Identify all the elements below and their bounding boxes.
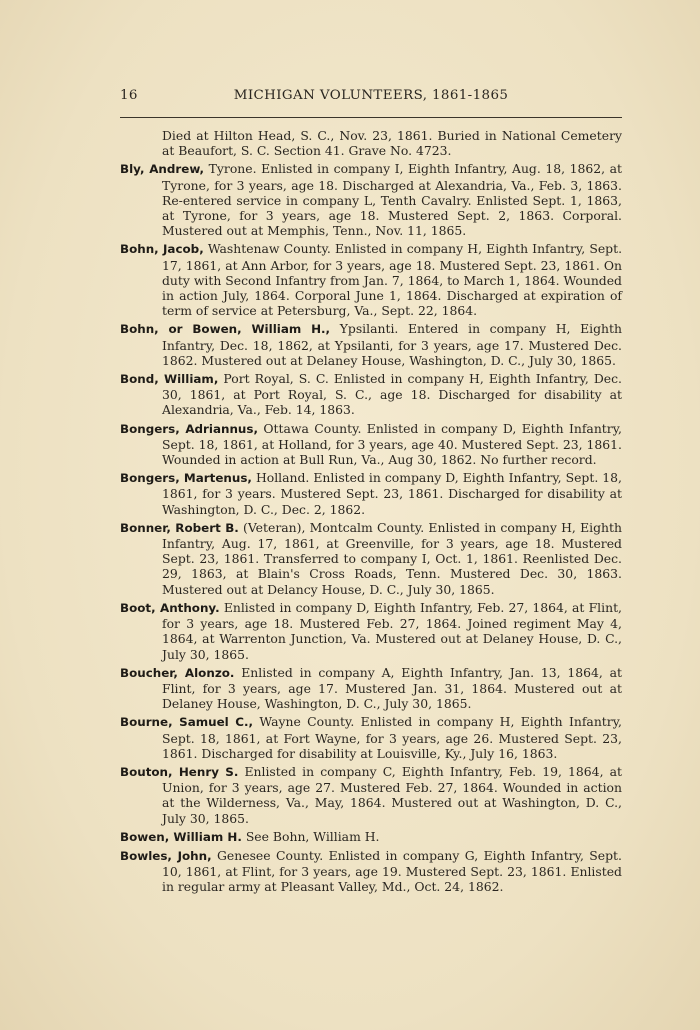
entry-text: Port Royal, S. C. Enlisted in company H, Eighth Infantry, Dec. 30, 1861, at Port Royal, S. C., age 18. Discharged for disability at Alexandria, Va., Feb. 14, 1863. — [162, 371, 622, 418]
entry-text: Washtenaw County. Enlisted in company H, Eighth Infantry, Sept. 17, 1861, at Ann Arbor, for 3 years, age 18. Mustered Sept. 23, 1861. On duty with Second Infantry from Jan. 7, 1864, to March 1, 1864. Wounded in action July, 1864. Corporal June 1, 1864. Discharged at expiration of term of service at Petersburg, Va., Sept. 22, 1864. — [162, 241, 623, 319]
roster-entry — [120, 829, 622, 845]
entry-name: Bowen, William H. — [120, 829, 242, 844]
entry-name: Bongers, Adriannus, — [120, 421, 258, 436]
page-number: 16 — [120, 88, 138, 103]
roster-entry — [120, 600, 622, 662]
entry-list — [120, 161, 622, 894]
entry-text: (Veteran), Montcalm County. Enlisted in company H, Eighth Infantry, Aug. 17, 1861, at Greenville, for 3 years, age 18. Mustered Sept. 23, 1861. Transferred to company I, Oct. 1, 1861. Reenlisted Dec. 29, 1863, at Blain's Cross Roads, Tenn. Mustered Dec. 30, 1863. Mustered out at Delancy House, D. C., July 30, 1865. — [162, 519, 622, 597]
header-rule — [120, 117, 622, 118]
entry-name: Boucher, Alonzo. — [120, 665, 235, 680]
entry-text: Ottawa County. Enlisted in company D, Eighth Infantry, Sept. 18, 1861, at Holland, for 3 years, age 40. Mustered Sept. 23, 1861. Wounded in action at Bull Run, Va., Aug 30, 1862. No further record. — [162, 420, 622, 468]
roster-entry — [120, 321, 622, 368]
entry-text: Tyrone. Enlisted in company I, Eighth Infantry, Aug. 18, 1862, at Tyrone, for 3 years, age 18. Discharged at Alexandria, Va., Feb. 3, 1863. Re-entered service in company L, Tenth Cavalry. Enlisted Sept. 1, 1863, at Tyrone, for 3 years, age 18. Mustered Sept. 2, 1863. Corporal. Mustered out at Memphis, Tenn., Nov. 11, 1865. — [162, 161, 622, 239]
roster-entry — [120, 241, 622, 318]
roster-entry — [120, 848, 622, 895]
roster-entry — [120, 764, 622, 826]
entry-name: Bond, William, — [120, 372, 219, 387]
roster-entry — [120, 161, 622, 238]
entry-name: Bonner, Robert B. — [120, 520, 239, 535]
entry-text: Ypsilanti. Entered in company H, Eighth Infantry, Dec. 18, 1862, at Ypsilanti, for 3 years, age 17. Mustered Dec. 1862. Mustered out at Delaney House, Washington, D. C., July 30, 1865. — [162, 321, 622, 368]
entry-name: Bouton, Henry S. — [120, 764, 239, 779]
entry-name: Bongers, Martenus, — [120, 471, 252, 486]
entry-text: Enlisted in company C, Eighth Infantry, Feb. 19, 1864, at Union, for 3 years, age 27. Mustered Feb. 27, 1864. Wounded in action at the Wilderness, Va., May, 1864. Mustered out at Washington, D. C., July 30, 1865. — [162, 763, 622, 826]
entry-name: Bly, Andrew, — [120, 162, 205, 177]
entry-text: Wayne County. Enlisted in company H, Eighth Infantry, Sept. 18, 1861, at Fort Wayne, for 3 years, age 26. Mustered Sept. 23, 1861. Discharged for disability at Louisville, Ky., July 16, 1863. — [162, 714, 622, 761]
entry-text: Holland. Enlisted in company D, Eighth Infantry, Sept. 18, 1861, for 3 years. Mustered Sept. 23, 1861. Discharged for disability at Washington, D. C., Dec. 2, 1862. — [162, 470, 622, 517]
roster-entry — [120, 371, 622, 418]
roster-entry — [120, 714, 622, 761]
roster-entry — [120, 665, 622, 712]
entry-text: Enlisted in company A, Eighth Infantry, Jan. 13, 1864, at Flint, for 3 years, age 17. Mustered Jan. 31, 1864. Mustered out at Delaney House, Washington, D. C., July 30, 1865. — [162, 664, 622, 712]
entry-name: Bourne, Samuel C., — [120, 715, 254, 730]
running-title: MICHIGAN VOLUNTEERS, 1861-1865 — [233, 88, 509, 103]
entry-name: Boot, Anthony. — [120, 600, 220, 615]
entry-text: Genesee County. Enlisted in company G, Eighth Infantry, Sept. 10, 1861, at Flint, for 3 years, age 19. Mustered Sept. 23, 1861. Enlisted in regular army at Pleasant Valley, Md., Oct. 24, 1862. — [162, 847, 622, 895]
entry-name: Bowles, John, — [120, 848, 212, 863]
entry-name: Bohn, or Bowen, William H., — [120, 322, 331, 337]
roster-entry — [120, 520, 622, 597]
continuation-paragraph: Died at Hilton Head, S. C., Nov. 23, 1861. Buried in National Cemetery at Beaufort, S. C. Section 41. Grave No. 4723. — [162, 128, 622, 159]
entry-text: Enlisted in company D, Eighth Infantry, Feb. 27, 1864, at Flint, for 3 years, age 18. Mustered Feb. 27, 1864. Joined regiment May 4, 1864, at Warrenton Junction, Va. Mustered out at Delaney House, D. C., July 30, 1865. — [162, 599, 622, 662]
roster-entry — [120, 421, 622, 468]
page-header — [120, 88, 622, 112]
roster-text — [120, 128, 622, 898]
entry-name: Bohn, Jacob, — [120, 242, 204, 257]
roster-entry — [120, 470, 622, 517]
entry-text: See Bohn, William H. — [245, 828, 380, 844]
